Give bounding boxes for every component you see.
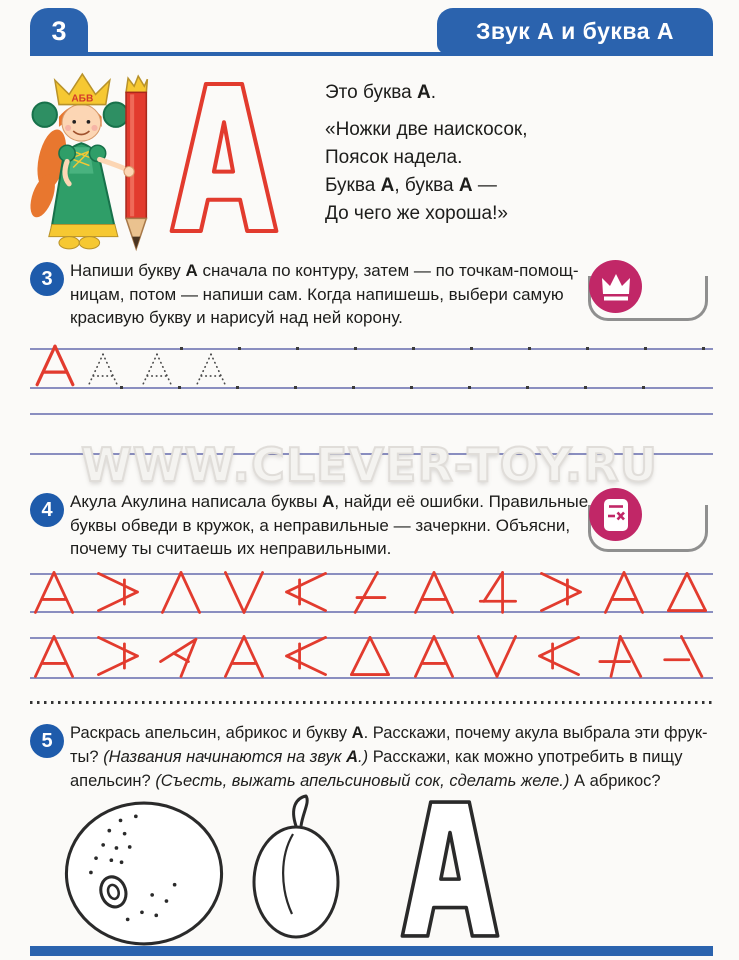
letter-variant-a-correct — [30, 340, 80, 390]
writing-line — [30, 413, 713, 415]
task-4-number-badge — [30, 493, 64, 527]
page-number: 3 — [51, 15, 67, 46]
letter-variant-a-correct — [136, 350, 178, 390]
letter-variant-a-missing-right-leg — [344, 567, 396, 617]
letter-variant-a-correct — [598, 567, 650, 617]
princess-illustration — [24, 70, 162, 258]
poem — [325, 116, 528, 228]
letter-variant-a-missing-left-leg — [661, 631, 713, 681]
poem-line: «Ножки две наискосок, — [325, 119, 528, 140]
trace-letters — [82, 350, 232, 390]
letter-variant-a-no-crossbar — [155, 567, 207, 617]
intro-caption: Это буква А. — [325, 82, 437, 103]
dotted-separator — [30, 701, 713, 704]
letter-variant-a-four-shape — [471, 567, 523, 617]
letter-a-drawing — [398, 798, 502, 940]
letter-variant-a-rotated-left — [281, 567, 333, 617]
bottom-rule — [30, 946, 713, 956]
poem-line: Буква А, буква А — — [325, 175, 497, 196]
writing-line — [30, 453, 713, 455]
letter-variant-a-correct — [218, 631, 270, 681]
letter-variant-a-upside-down — [471, 631, 523, 681]
letter-variant-a-triangle — [661, 567, 713, 617]
letter-variant-a-rotated-right — [91, 631, 143, 681]
poem-line: До чего же хороша!» — [325, 203, 508, 224]
letter-variant-a-crossbar-extended — [598, 631, 650, 681]
letter-variant-a-correct — [28, 567, 80, 617]
svg-text:АБВ: АБВ — [71, 93, 94, 105]
big-letter-a-outline — [168, 80, 280, 236]
pencil-illustration — [126, 76, 147, 249]
task-4-number: 4 — [41, 498, 53, 521]
sample-letter-a-contour — [30, 340, 80, 395]
letter-variants-row-2 — [28, 631, 713, 681]
watermark: WWW.CLEVER-TOY.RU — [81, 438, 658, 492]
letter-variant-a-rotated-left — [281, 631, 333, 681]
helper-dots — [180, 347, 710, 350]
apricot-drawing — [246, 793, 346, 945]
orange-drawing — [60, 800, 228, 948]
letter-variant-a-rotated-right — [91, 567, 143, 617]
task-5-text: Раскрась апельсин, абрикос и букву А. Расскажи, почему акула выбрала эти фрук- ты? (Названия начинаются на звук А.) Расскажи, как можно употребить в пищу апельсин? (Съесть, выжать апельсиновый сок, сделать желе.) А абрикос? — [70, 724, 708, 790]
letter-variant-a-correct — [82, 350, 124, 390]
letter-variants-row-1 — [28, 567, 713, 617]
task-5-number: 5 — [41, 729, 53, 752]
task-5-number-badge — [30, 724, 64, 758]
letter-variant-a-correct — [408, 567, 460, 617]
poem-line: Поясок надела. — [325, 147, 463, 168]
task-3-number-badge — [30, 262, 64, 296]
letter-variant-a-correct — [190, 350, 232, 390]
letter-variant-a-triangle — [344, 631, 396, 681]
crossout-icon — [589, 488, 642, 541]
page-title: Звук А и буква А — [475, 17, 675, 44]
task-3-text: Напиши букву А сначала по контуру, затем — по точкам-помощ- ницам, потом — напиши сам. Когда напишешь, выбери самую красивую букву и нарисуй над ней корону. — [70, 261, 579, 327]
task-3-number: 3 — [41, 267, 53, 290]
crown-icon — [589, 260, 642, 313]
task-4-text: Акула Акулина написала буквы А, найди её ошибки. Правильные буквы обведи в кружок, а неправильные — зачеркни. Объясни, почему ты считаешь их неправильными. — [70, 492, 589, 558]
page-title-tab — [437, 8, 713, 54]
letter-variant-a-fallen-right — [155, 631, 207, 681]
letter-variant-a-rotated-left — [534, 631, 586, 681]
letter-variant-a-upside-down — [218, 567, 270, 617]
letter-variant-a-rotated-right — [534, 567, 586, 617]
letter-variant-a-correct — [408, 631, 460, 681]
page-number-tab — [30, 8, 88, 54]
letter-variant-a-correct — [28, 631, 80, 681]
